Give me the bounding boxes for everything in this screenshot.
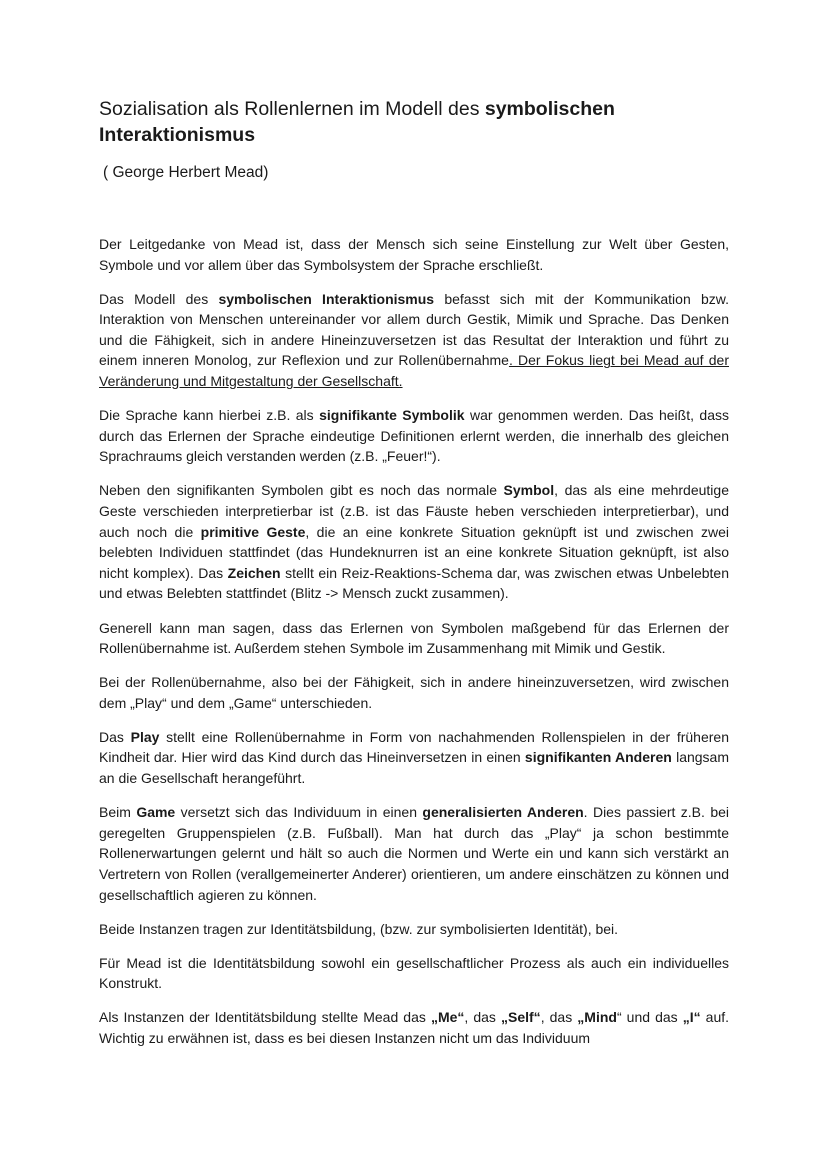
bold-term: signifikanten Anderen: [524, 749, 672, 766]
text-span: Als Instanzen der Identitätsbildung stellte Mead das: [99, 1009, 431, 1026]
paragraph-3: [99, 405, 729, 467]
text-span: stellt eine Rollenübernahme in Form von nachahmenden Rollenspielen in der früheren Kindheit dar. Hier wird das Kind durch das Hineinversetzen in einen: [99, 728, 729, 766]
text-span: Neben den signifikanten Symbolen gibt es noch das normale: [99, 482, 504, 499]
paragraph-6: Bei der Rollenübernahme, also bei der Fähigkeit, sich in andere hineinzuversetzen, wird zwischen dem „Play“ und dem „Game“ unterschieden.: [99, 674, 729, 711]
bold-term: „Mind: [577, 1009, 617, 1026]
text-span: befasst sich mit der Kommunikation bzw. Interaktion von Menschen untereinander vor allem durch Gestik, Mimik und Sprache. Das Denken und die Fähigkeit, sich in andere Hineinzuversetzen ist das Resultat der Interaktion und führt zu einem inneren Monolog, zur Reflexion und zur Rollenübernahme: [99, 290, 729, 369]
document-body: [99, 234, 729, 1062]
paragraph-10: Für Mead ist die Identitätsbildung sowohl ein gesellschaftlicher Prozess als auch ein individuelles Konstrukt.: [99, 954, 729, 992]
text-span: . Dies passiert z.B. bei geregelten Gruppenspielen (z.B. Fußball). Man hat durch das „Play“ ja schon bestimmte Rollenerwartungen gelernt und hält so auch die Normen und Werte ein und kann sich verstärkt an Vertretern von Rollen (verallgemeinerter Anderer) orientieren, um andere einschätzen zu können und gesellschaftlich agieren zu können.: [99, 804, 729, 903]
bold-term: Zeichen: [227, 564, 281, 581]
bold-term: Game: [136, 804, 176, 821]
text-span: war genommen werden. Das heißt, dass durch das Erlernen der Sprache eindeutige Definitionen erlernt werden, die innerhalb des gleichen Sprachraums gleich verstanden werden (z.B. „Feuer!“).: [99, 407, 729, 465]
title-prefix: Sozialisation als Rollenlernen im Modell des: [99, 98, 485, 120]
text-span: Das: [99, 728, 131, 745]
bold-term: Symbol: [503, 482, 555, 499]
bold-term: primitive Geste: [200, 523, 306, 540]
paragraph-5: Generell kann man sagen, dass das Erlernen von Symbolen maßgebend für das Erlernen der Rollenübernahme ist. Außerdem stehen Symbole im Zusammenhang mit Mimik und Gestik.: [99, 619, 729, 657]
text-span: stellt ein Reiz-Reaktions-Schema dar, was zwischen etwas Unbelebten und etwas Belebten stattfindet (Blitz -> Mensch zuckt zusammen).: [99, 564, 729, 602]
paragraph-1: Der Leitgedanke von Mead ist, dass der Mensch sich seine Einstellung zur Welt über Gesten, Symbole und vor allem über das Symbolsystem der Sprache erschließt.: [99, 236, 729, 273]
underlined-text: . Der Fokus liegt bei Mead auf der Veränderung und Mitgestaltung der Gesellschaft.: [99, 352, 729, 390]
bold-term: signifikante Symbolik: [319, 407, 465, 424]
bold-term: Play: [130, 728, 160, 745]
bold-term: „I“: [682, 1009, 701, 1026]
paragraph-2: [99, 289, 729, 392]
text-span: auf. Wichtig zu erwähnen ist, dass es bei diesen Instanzen nicht um das Individuum: [99, 1009, 730, 1046]
bold-term: generalisierten Anderen: [422, 804, 584, 821]
text-span: Beim: [99, 804, 137, 821]
paragraph-11: [99, 1007, 729, 1048]
text-span: Die Sprache kann hierbei z.B. als: [99, 407, 320, 424]
bold-term: „Me“: [430, 1009, 465, 1026]
text-span: , das als eine mehrdeutige Geste verschieden interpretierbar ist (z.B. ist das Fäuste heben verschieden interpretierbar), und auch noch die: [99, 482, 729, 540]
bold-term: symbolischen Interaktionismus: [218, 290, 435, 307]
text-span: Das Modell des: [99, 290, 219, 307]
bold-term: „Self“: [501, 1009, 541, 1026]
paragraph-7: [99, 727, 729, 789]
text-span: “ und das: [616, 1009, 683, 1026]
paragraph-8: [99, 802, 729, 905]
author-line: ( George Herbert Mead): [103, 164, 269, 181]
text-span: , die an eine konkrete Situation geknüpft ist und zwischen zwei belebten Individuen stattfindet (das Hundeknurren ist an eine konkrete Situation geknüpft, ist also nicht komplex). Das: [99, 523, 730, 581]
document-title: [99, 96, 739, 148]
text-span: versetzt sich das Individuum in einen: [175, 804, 423, 821]
title-bold: symbolischen Interaktionismus: [99, 98, 615, 146]
paragraph-9: Beide Instanzen tragen zur Identitätsbildung, (bzw. zur symbolisierten Identität), bei.: [99, 920, 619, 937]
text-span: langsam an die Gesellschaft herangeführt.: [99, 749, 729, 787]
text-span: , das: [464, 1009, 501, 1026]
paragraph-4: [99, 480, 729, 604]
text-span: , das: [540, 1009, 578, 1026]
